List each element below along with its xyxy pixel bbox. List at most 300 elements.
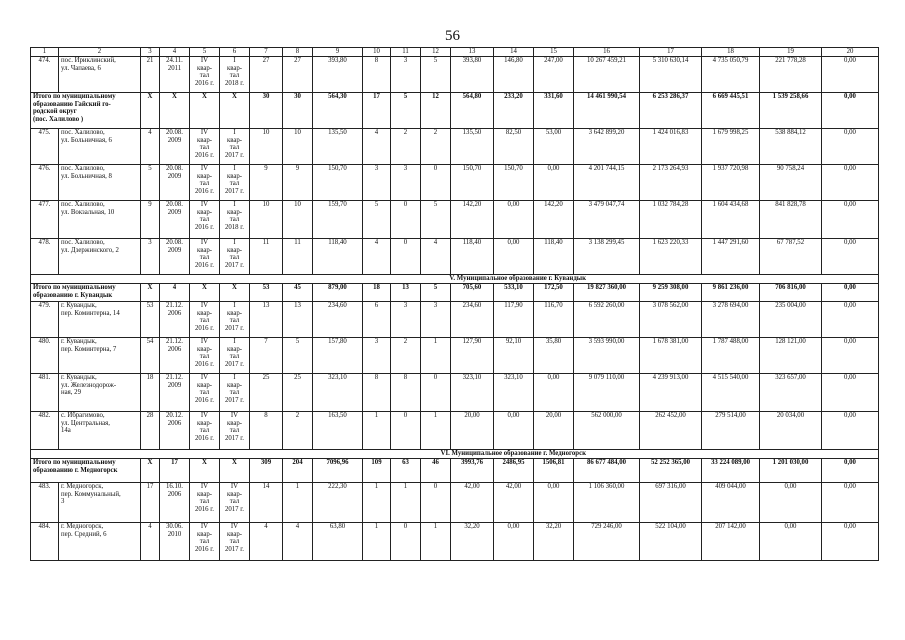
table-row bbox=[31, 412, 879, 450]
table-cell: 409 044,00 bbox=[702, 483, 760, 523]
table-cell: 20.08. 2009 bbox=[160, 201, 190, 239]
table-cell: 0 bbox=[391, 201, 421, 239]
table-cell: 235 004,00 bbox=[760, 302, 822, 338]
table-row bbox=[31, 374, 879, 412]
table-cell: 262 452,00 bbox=[640, 412, 702, 450]
table-cell: 172,50 bbox=[534, 284, 574, 302]
table-cell: 480. bbox=[31, 338, 59, 374]
table-cell: 0,00 bbox=[822, 523, 879, 561]
table-row bbox=[31, 483, 879, 523]
table-cell: 1 bbox=[421, 338, 451, 374]
table-cell: 63,80 bbox=[313, 523, 363, 561]
table-cell: 1 106 360,00 bbox=[574, 483, 640, 523]
table-cell: 3 bbox=[141, 239, 160, 275]
table-cell: 150,70 bbox=[451, 165, 494, 201]
table-cell: 0,00 bbox=[494, 412, 534, 450]
table-cell: 5 bbox=[283, 338, 313, 374]
table-cell: 4 bbox=[421, 239, 451, 275]
table-cell: X bbox=[190, 284, 220, 302]
table-cell: 309 bbox=[250, 459, 283, 483]
table-cell: 157,80 bbox=[313, 338, 363, 374]
table-cell: 11 bbox=[283, 239, 313, 275]
table-cell: 52 252 365,00 bbox=[640, 459, 702, 483]
table-cell: 128 121,00 bbox=[760, 338, 822, 374]
column-number: 4 bbox=[160, 48, 190, 57]
column-number: 12 bbox=[421, 48, 451, 57]
table-cell: 6 592 260,00 bbox=[574, 302, 640, 338]
table-cell: 247,00 bbox=[534, 57, 574, 93]
table-cell: 20.08. 2009 bbox=[160, 239, 190, 275]
table-cell: 4 bbox=[250, 523, 283, 561]
table-cell: 54 bbox=[141, 338, 160, 374]
table-cell: 0 bbox=[391, 412, 421, 450]
table-cell: 522 104,00 bbox=[640, 523, 702, 561]
table-cell: 10 bbox=[283, 129, 313, 165]
table-cell: 4 515 540,00 bbox=[702, 374, 760, 412]
table-cell: 5 bbox=[363, 201, 391, 239]
table-cell: 3 bbox=[421, 302, 451, 338]
table-cell: I квар- тал 2017 г. bbox=[220, 338, 250, 374]
table-cell: 0 bbox=[391, 523, 421, 561]
table-cell: 7096,96 bbox=[313, 459, 363, 483]
table-cell: 9 bbox=[141, 201, 160, 239]
table-cell: 30 bbox=[283, 93, 313, 129]
table-cell: 6 253 286,37 bbox=[640, 93, 702, 129]
table-cell: 46 bbox=[421, 459, 451, 483]
column-number: 19 bbox=[760, 48, 822, 57]
table-cell: 0,00 bbox=[822, 459, 879, 483]
column-number: 2 bbox=[59, 48, 141, 57]
table-cell: 135,50 bbox=[313, 129, 363, 165]
table-cell: I квар- тал 2018 г. bbox=[220, 201, 250, 239]
table-cell: 150,70 bbox=[313, 165, 363, 201]
table-cell: 5 bbox=[421, 57, 451, 93]
table-cell: 30.06. 2010 bbox=[160, 523, 190, 561]
table-row bbox=[31, 338, 879, 374]
table-cell: Итого по муниципальному образованию Гайский го- родской округ (пос. Халилово ) bbox=[31, 93, 141, 129]
table-cell: 21 bbox=[141, 57, 160, 93]
table-cell: 0,00 bbox=[822, 201, 879, 239]
table-cell: 20,00 bbox=[534, 412, 574, 450]
table-cell: 1 787 488,00 bbox=[702, 338, 760, 374]
table-cell: 2 bbox=[283, 412, 313, 450]
table-cell: 9 bbox=[283, 165, 313, 201]
table-cell: 474. bbox=[31, 57, 59, 93]
table-body bbox=[31, 48, 879, 561]
table-cell: 234,60 bbox=[313, 302, 363, 338]
table-cell: пос. Ириклинский, ул. Чапаева, 6 bbox=[59, 57, 141, 93]
table-cell: 32,20 bbox=[451, 523, 494, 561]
table-cell: 697 316,00 bbox=[640, 483, 702, 523]
table-cell: X bbox=[190, 93, 220, 129]
table-cell: I квар- тал 2017 г. bbox=[220, 374, 250, 412]
table-cell: IV квар- тал 2016 г. bbox=[190, 165, 220, 201]
section-heading: VI. Муниципальное образование г. Медногорск bbox=[31, 450, 879, 459]
table-cell: X bbox=[220, 284, 250, 302]
table-cell: 5 bbox=[141, 165, 160, 201]
table-cell: IV квар- тал 2017 г. bbox=[220, 523, 250, 561]
table-cell: 150,70 bbox=[494, 165, 534, 201]
table-cell: 10 bbox=[250, 201, 283, 239]
table-row bbox=[31, 165, 879, 201]
table-cell: 0,00 bbox=[822, 284, 879, 302]
table-cell: 5 bbox=[391, 93, 421, 129]
table-cell: 146,80 bbox=[494, 57, 534, 93]
table-cell: 204 bbox=[283, 459, 313, 483]
table-cell: 2486,95 bbox=[494, 459, 534, 483]
table-cell: 17 bbox=[160, 459, 190, 483]
table-cell: 27 bbox=[283, 57, 313, 93]
table-cell: г. Кувандык, ул. Железнодорож- ная, 29 bbox=[59, 374, 141, 412]
table-cell: 53 bbox=[141, 302, 160, 338]
column-number: 18 bbox=[702, 48, 760, 57]
table-cell: 564,80 bbox=[451, 93, 494, 129]
table-cell: 841 828,78 bbox=[760, 201, 822, 239]
table-cell: 2 bbox=[421, 129, 451, 165]
table-cell: 14 461 990,54 bbox=[574, 93, 640, 129]
table-cell: пос. Халилово, ул. Больничная, 8 bbox=[59, 165, 141, 201]
table-cell: 1 678 381,00 bbox=[640, 338, 702, 374]
table-cell: 14 bbox=[250, 483, 283, 523]
table-cell: 8 bbox=[363, 57, 391, 93]
table-cell: 127,90 bbox=[451, 338, 494, 374]
table-cell: 8 bbox=[363, 374, 391, 412]
table-row bbox=[31, 523, 879, 561]
table-cell: IV квар- тал 2016 г. bbox=[190, 523, 220, 561]
table-cell: 20,00 bbox=[451, 412, 494, 450]
table-cell: 142,20 bbox=[534, 201, 574, 239]
table-cell: 9 079 110,00 bbox=[574, 374, 640, 412]
table-cell: I квар- тал 2018 г. bbox=[220, 57, 250, 93]
table-cell: 117,90 bbox=[494, 302, 534, 338]
table-cell: X bbox=[141, 93, 160, 129]
column-number: 16 bbox=[574, 48, 640, 57]
table-cell: 331,60 bbox=[534, 93, 574, 129]
table-cell: 118,40 bbox=[313, 239, 363, 275]
table-cell: 30 bbox=[250, 93, 283, 129]
table-cell: 92,10 bbox=[494, 338, 534, 374]
table-cell: 0,00 bbox=[760, 483, 822, 523]
table-cell: 5 bbox=[421, 284, 451, 302]
table-cell: 3 bbox=[391, 165, 421, 201]
table-cell: 3 bbox=[391, 57, 421, 93]
table-cell: пос. Халилово, ул. Вокзальная, 10 bbox=[59, 201, 141, 239]
table-cell: г. Медногорск, пер. Средний, 6 bbox=[59, 523, 141, 561]
table-cell: 482. bbox=[31, 412, 59, 450]
table-cell: 478. bbox=[31, 239, 59, 275]
table-cell: 9 bbox=[250, 165, 283, 201]
table-cell: 25 bbox=[283, 374, 313, 412]
table-cell: 6 669 445,51 bbox=[702, 93, 760, 129]
table-cell: 2 173 264,93 bbox=[640, 165, 702, 201]
table-cell: 1 bbox=[363, 483, 391, 523]
table-cell: 0,00 bbox=[494, 201, 534, 239]
table-cell: 481. bbox=[31, 374, 59, 412]
table-cell: 1 bbox=[391, 483, 421, 523]
table-cell: пос. Халилово, ул. Дзержинского, 2 bbox=[59, 239, 141, 275]
table-cell: IV квар- тал 2016 г. bbox=[190, 374, 220, 412]
column-number: 13 bbox=[451, 48, 494, 57]
table-cell: 1 bbox=[421, 412, 451, 450]
table-cell: пос. Халилово, ул. Больничная, 6 bbox=[59, 129, 141, 165]
table-cell: IV квар- тал 2016 г. bbox=[190, 302, 220, 338]
table-cell: IV квар- тал 2016 г. bbox=[190, 483, 220, 523]
table-cell: 562 000,00 bbox=[574, 412, 640, 450]
table-cell: 1 424 016,83 bbox=[640, 129, 702, 165]
table-cell: 879,00 bbox=[313, 284, 363, 302]
column-number: 8 bbox=[283, 48, 313, 57]
table-cell: 4 bbox=[160, 284, 190, 302]
table-cell: 1 679 998,25 bbox=[702, 129, 760, 165]
table-row bbox=[31, 129, 879, 165]
table-cell: 1 bbox=[363, 412, 391, 450]
table-cell: 0,00 bbox=[822, 302, 879, 338]
table-cell: 28 bbox=[141, 412, 160, 450]
table-cell: 11 bbox=[250, 239, 283, 275]
column-number: 15 bbox=[534, 48, 574, 57]
table-cell: 3993,76 bbox=[451, 459, 494, 483]
table-cell: с. Ибрагимово, ул. Центральная, 14а bbox=[59, 412, 141, 450]
table-cell: 24.11. 2011 bbox=[160, 57, 190, 93]
table-cell: 5 bbox=[421, 201, 451, 239]
table-cell: 729 246,00 bbox=[574, 523, 640, 561]
table-cell: 118,40 bbox=[451, 239, 494, 275]
table-cell: 27 bbox=[250, 57, 283, 93]
table-cell: 18 bbox=[363, 284, 391, 302]
table-cell: X bbox=[220, 459, 250, 483]
table-cell: 3 593 990,00 bbox=[574, 338, 640, 374]
table-cell: 159,70 bbox=[313, 201, 363, 239]
table-cell: 63 bbox=[391, 459, 421, 483]
table-cell: 18 bbox=[141, 374, 160, 412]
table-cell: I квар- тал 2017 г. bbox=[220, 129, 250, 165]
table-cell: 1 623 220,33 bbox=[640, 239, 702, 275]
table-cell: 1 bbox=[363, 523, 391, 561]
table-cell: г. Кувандык, пер. Коминтерна, 7 bbox=[59, 338, 141, 374]
table-cell: 1 201 030,00 bbox=[760, 459, 822, 483]
column-number: 3 bbox=[141, 48, 160, 57]
table-cell: 9 861 236,00 bbox=[702, 284, 760, 302]
table-cell: 0,00 bbox=[494, 239, 534, 275]
table-cell: 3 bbox=[391, 302, 421, 338]
table-cell: 135,50 bbox=[451, 129, 494, 165]
table-cell: 7 bbox=[250, 338, 283, 374]
table-cell: 323,10 bbox=[494, 374, 534, 412]
table-cell: 82,50 bbox=[494, 129, 534, 165]
subtotal-row bbox=[31, 459, 879, 483]
table-cell: 42,00 bbox=[451, 483, 494, 523]
table-cell: 6 bbox=[363, 302, 391, 338]
table-cell: 0,00 bbox=[822, 239, 879, 275]
table-cell: 4 bbox=[283, 523, 313, 561]
table-cell: 0,00 bbox=[822, 165, 879, 201]
table-cell: 323,10 bbox=[313, 374, 363, 412]
table-cell: IV квар- тал 2016 г. bbox=[190, 129, 220, 165]
table-cell: 17 bbox=[141, 483, 160, 523]
table-cell: 3 479 047,74 bbox=[574, 201, 640, 239]
table-cell: IV квар- тал 2016 г. bbox=[190, 338, 220, 374]
table-cell: 1 937 720,98 bbox=[702, 165, 760, 201]
table-cell: 3 278 694,00 bbox=[702, 302, 760, 338]
section-heading-row bbox=[31, 450, 879, 459]
table-cell: 3 078 562,00 bbox=[640, 302, 702, 338]
table-cell: 484. bbox=[31, 523, 59, 561]
table-cell: 0,00 bbox=[822, 57, 879, 93]
table-cell: 5 310 630,14 bbox=[640, 57, 702, 93]
table-cell: 323 657,00 bbox=[760, 374, 822, 412]
table-row bbox=[31, 201, 879, 239]
table-cell: 20.12. 2006 bbox=[160, 412, 190, 450]
table-cell: 233,20 bbox=[494, 93, 534, 129]
table-cell: I квар- тал 2017 г. bbox=[220, 239, 250, 275]
column-number: 9 bbox=[313, 48, 363, 57]
table-cell: 1506,81 bbox=[534, 459, 574, 483]
table-cell: 564,30 bbox=[313, 93, 363, 129]
table-cell: 21.12. 2009 bbox=[160, 374, 190, 412]
table-cell: 1 bbox=[421, 523, 451, 561]
table-cell: 0,00 bbox=[822, 374, 879, 412]
table-cell: 1 604 434,68 bbox=[702, 201, 760, 239]
table-cell: 3 bbox=[363, 165, 391, 201]
table-cell: Итого по муниципальному образованию г. Медногорск bbox=[31, 459, 141, 483]
table-cell: 538 884,12 bbox=[760, 129, 822, 165]
table-cell: 2 bbox=[391, 129, 421, 165]
subtotal-row bbox=[31, 93, 879, 129]
table-cell: 16.10. 2006 bbox=[160, 483, 190, 523]
table-cell: I квар- тал 2017 г. bbox=[220, 302, 250, 338]
table-cell: 4 bbox=[363, 129, 391, 165]
table-cell: I квар- тал 2017 г. bbox=[220, 165, 250, 201]
table-cell: 116,70 bbox=[534, 302, 574, 338]
table-cell: 475. bbox=[31, 129, 59, 165]
table-cell: 21.12. 2006 bbox=[160, 338, 190, 374]
page-number: 56 bbox=[445, 28, 460, 44]
table-cell: 477. bbox=[31, 201, 59, 239]
table-cell: 1 032 784,28 bbox=[640, 201, 702, 239]
table-cell: 0,00 bbox=[822, 483, 879, 523]
table-cell: 0,00 bbox=[822, 129, 879, 165]
table-cell: X bbox=[220, 93, 250, 129]
table-cell: 3 642 899,20 bbox=[574, 129, 640, 165]
table-cell: X bbox=[160, 93, 190, 129]
column-number-row bbox=[31, 48, 879, 57]
table-cell: 234,60 bbox=[451, 302, 494, 338]
table-cell: 163,50 bbox=[313, 412, 363, 450]
subtotal-row bbox=[31, 284, 879, 302]
table-cell: 323,10 bbox=[451, 374, 494, 412]
table-cell: 0,00 bbox=[760, 523, 822, 561]
table-cell: 0 bbox=[421, 374, 451, 412]
table-cell: 279 514,00 bbox=[702, 412, 760, 450]
table-cell: X bbox=[141, 284, 160, 302]
column-number: 6 bbox=[220, 48, 250, 57]
table-cell: 9 259 308,00 bbox=[640, 284, 702, 302]
table-cell: 0,00 bbox=[822, 412, 879, 450]
table-cell: 25 bbox=[250, 374, 283, 412]
table-cell: 10 bbox=[250, 129, 283, 165]
table-cell: IV квар- тал 2016 г. bbox=[190, 412, 220, 450]
table-cell: 20.08. 2009 bbox=[160, 165, 190, 201]
table-cell: 8 bbox=[391, 374, 421, 412]
table-cell: 42,00 bbox=[494, 483, 534, 523]
table-cell: 8 bbox=[250, 412, 283, 450]
table-cell: 4 735 050,79 bbox=[702, 57, 760, 93]
column-number: 7 bbox=[250, 48, 283, 57]
table-cell: X bbox=[190, 459, 220, 483]
column-number: 17 bbox=[640, 48, 702, 57]
table-cell: 12 bbox=[421, 93, 451, 129]
table-cell: 33 224 089,00 bbox=[702, 459, 760, 483]
table-cell: 13 bbox=[391, 284, 421, 302]
table-cell: 4 bbox=[141, 523, 160, 561]
table-cell: 393,80 bbox=[313, 57, 363, 93]
section-heading: V. Муниципальное образование г. Кувандык bbox=[31, 275, 879, 284]
table-cell: 13 bbox=[283, 302, 313, 338]
table-cell: IV квар- тал 2016 г. bbox=[190, 201, 220, 239]
table-cell: 109 bbox=[363, 459, 391, 483]
table-cell: 10 bbox=[283, 201, 313, 239]
column-number: 1 bbox=[31, 48, 59, 57]
column-number: 5 bbox=[190, 48, 220, 57]
table-cell: 1 447 291,60 bbox=[702, 239, 760, 275]
table-cell: 53 bbox=[250, 284, 283, 302]
table-cell: 2 bbox=[391, 338, 421, 374]
table-cell: 86 677 484,00 bbox=[574, 459, 640, 483]
table-cell: 13 bbox=[250, 302, 283, 338]
table-cell: 19 827 360,00 bbox=[574, 284, 640, 302]
table-cell: 21.12. 2006 bbox=[160, 302, 190, 338]
table-cell: 0,00 bbox=[534, 165, 574, 201]
table-cell: IV квар- тал 2017 г. bbox=[220, 412, 250, 450]
table-cell: 1 539 258,66 bbox=[760, 93, 822, 129]
table-cell: 533,10 bbox=[494, 284, 534, 302]
housing-register-table bbox=[30, 47, 879, 561]
table-row bbox=[31, 239, 879, 275]
table-cell: 20 034,00 bbox=[760, 412, 822, 450]
table-cell: 118,40 bbox=[534, 239, 574, 275]
table-cell: 3 bbox=[363, 338, 391, 374]
table-cell: 142,20 bbox=[451, 201, 494, 239]
table-cell: 705,60 bbox=[451, 284, 494, 302]
table-cell: X bbox=[141, 459, 160, 483]
table-cell: Итого по муниципальному образованию г. Кувандык bbox=[31, 284, 141, 302]
table-cell: IV квар- тал 2016 г. bbox=[190, 239, 220, 275]
table-cell: 0,00 bbox=[822, 338, 879, 374]
table-cell: 393,80 bbox=[451, 57, 494, 93]
table-cell: 4 bbox=[141, 129, 160, 165]
table-cell: 4 bbox=[363, 239, 391, 275]
column-number: 11 bbox=[391, 48, 421, 57]
table-cell: IV квар- тал 2016 г. bbox=[190, 57, 220, 93]
table-cell: 4 201 744,15 bbox=[574, 165, 640, 201]
table-cell: 35,80 bbox=[534, 338, 574, 374]
table-cell: 207 142,00 bbox=[702, 523, 760, 561]
table-cell: 0,00 bbox=[534, 483, 574, 523]
table-cell: 221 778,28 bbox=[760, 57, 822, 93]
table-cell: 0,00 bbox=[534, 374, 574, 412]
table-cell: 10 267 459,21 bbox=[574, 57, 640, 93]
table-cell: 483. bbox=[31, 483, 59, 523]
table-row bbox=[31, 57, 879, 93]
column-number: 10 bbox=[363, 48, 391, 57]
table-cell: 53,00 bbox=[534, 129, 574, 165]
table-cell: 706 816,00 bbox=[760, 284, 822, 302]
column-number: 14 bbox=[494, 48, 534, 57]
table-cell: 1 bbox=[283, 483, 313, 523]
table-cell: 0 bbox=[421, 483, 451, 523]
table-cell: 0 bbox=[421, 165, 451, 201]
table-cell: IV квар- тал 2017 г. bbox=[220, 483, 250, 523]
